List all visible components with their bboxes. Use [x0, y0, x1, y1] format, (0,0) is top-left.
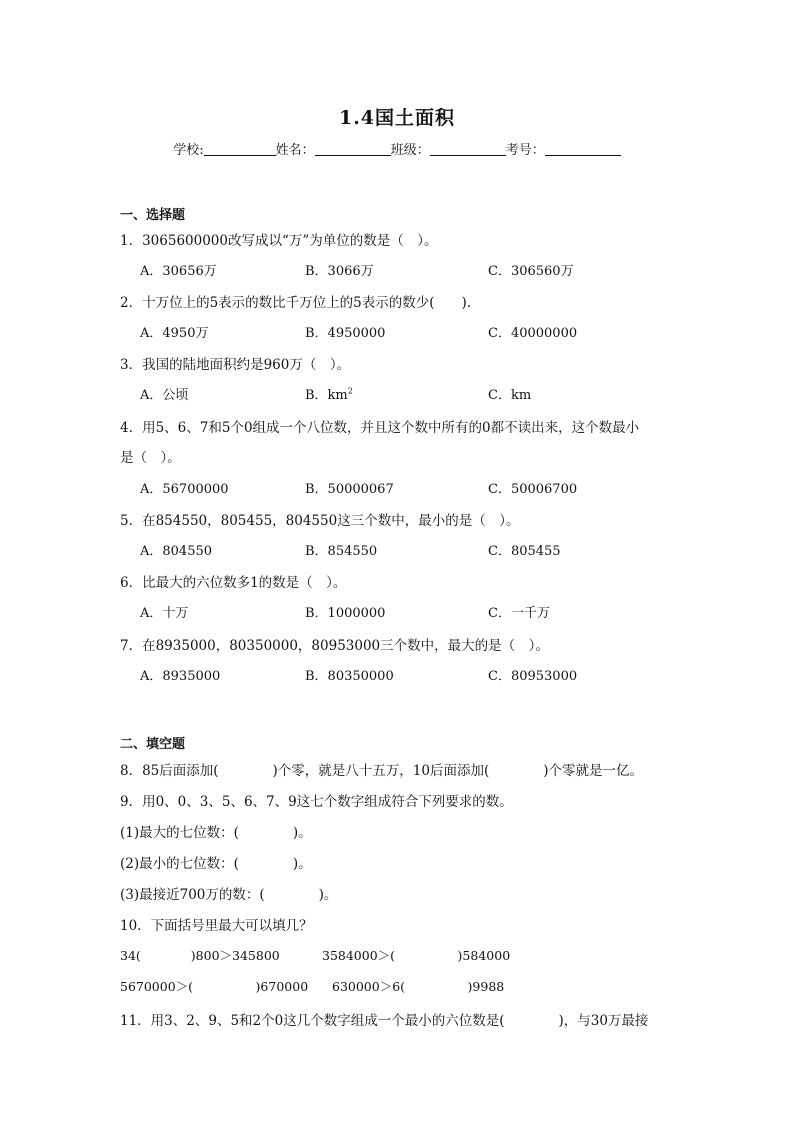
question-11: 11．用3、2、9、5和2个0这几个数字组成一个最小的六位数是( )，与30万最接 — [120, 1013, 649, 1029]
name-blank[interactable] — [315, 141, 391, 156]
school-blank[interactable] — [204, 141, 276, 156]
question-10: 10．下面括号里最大可以填几？ — [120, 918, 313, 934]
q1-option-b[interactable]: B．3066万 — [305, 264, 374, 279]
name-label: 姓名： — [275, 143, 315, 158]
q5-option-a[interactable]: A．804550 — [140, 544, 213, 559]
q2-option-c[interactable]: C．40000000 — [488, 326, 578, 341]
q6-option-a[interactable]: A．十万 — [140, 606, 189, 621]
class-label: 班级： — [390, 143, 430, 158]
q4-option-a[interactable]: A．56700000 — [140, 482, 229, 497]
q1-option-c[interactable]: C．306560万 — [488, 264, 574, 279]
q1-option-a[interactable]: A．30656万 — [140, 264, 217, 279]
question-3: 3．我国的陆地面积约是960万（ ）。 — [120, 357, 351, 373]
question-7: 7．在8935000，80350000，80953000三个数中，最大的是（ ）。 — [120, 638, 549, 654]
school-label: 学校: — [173, 143, 204, 158]
question-6: 6．比最大的六位数多1的数是（ ）。 — [120, 575, 347, 591]
class-blank[interactable] — [430, 141, 506, 156]
question-4: 4．用5、6、7和5个0组成一个八位数，并且这个数中所有的0都不读出来，这个数最小 — [120, 420, 640, 436]
question-5: 5．在854550，805455，804550这三个数中，最小的是（ ）。 — [120, 513, 520, 529]
question-10-a: 34( )800＞345800 — [120, 948, 280, 963]
q2-option-b[interactable]: B．4950000 — [305, 326, 386, 341]
section-choice-heading: 一、选择题 — [120, 208, 186, 223]
question-10-c: 5670000＞( )670000 — [120, 979, 309, 994]
section-fill-heading: 二、填空题 — [120, 737, 186, 752]
q6-option-b[interactable]: B．1000000 — [305, 606, 386, 621]
question-9: 9．用0、0、3、5、6、7、9这七个数字组成符合下列要求的数。 — [120, 794, 513, 810]
q7-option-a[interactable]: A．8935000 — [140, 669, 221, 684]
q3-option-a[interactable]: A．公顷 — [140, 388, 189, 403]
question-9-part-2: (2)最小的七位数：( )。 — [120, 856, 312, 872]
q7-option-c[interactable]: C．80953000 — [488, 669, 578, 684]
q3-option-b[interactable]: B．$km^2$ — [305, 386, 353, 403]
number-blank[interactable] — [545, 141, 621, 156]
question-8: 8．85后面添加( )个零，就是八十五万，10后面添加( )个零就是一亿。 — [120, 763, 644, 779]
student-info-line — [0, 139, 794, 158]
question-1: 1．3065600000改写成以“万”为单位的数是（ ）。 — [120, 233, 438, 249]
question-9-part-1: (1)最大的七位数：( )。 — [120, 825, 312, 841]
question-4-cont: 是（ ）。 — [120, 450, 181, 466]
q7-option-b[interactable]: B．80350000 — [305, 669, 394, 684]
q6-option-c[interactable]: C．一千万 — [488, 606, 550, 621]
q3-option-c[interactable]: C．km — [488, 388, 532, 403]
q4-option-b[interactable]: B．50000067 — [305, 482, 394, 497]
question-10-d: 630000＞6( )9988 — [332, 979, 505, 994]
question-2: 2．十万位上的5表示的数比千万位上的5表示的数少( ). — [120, 295, 472, 311]
q4-option-c[interactable]: C．50006700 — [488, 482, 578, 497]
q5-option-b[interactable]: B．854550 — [305, 544, 378, 559]
page-title: 1.4国土面积 — [338, 107, 456, 129]
question-9-part-3: (3)最接近700万的数：( )。 — [120, 887, 338, 903]
question-10-b: 3584000＞( )584000 — [322, 948, 511, 963]
number-label: 考号： — [505, 143, 545, 158]
q2-option-a[interactable]: A．4950万 — [140, 326, 209, 341]
q5-option-c[interactable]: C．805455 — [488, 544, 561, 559]
